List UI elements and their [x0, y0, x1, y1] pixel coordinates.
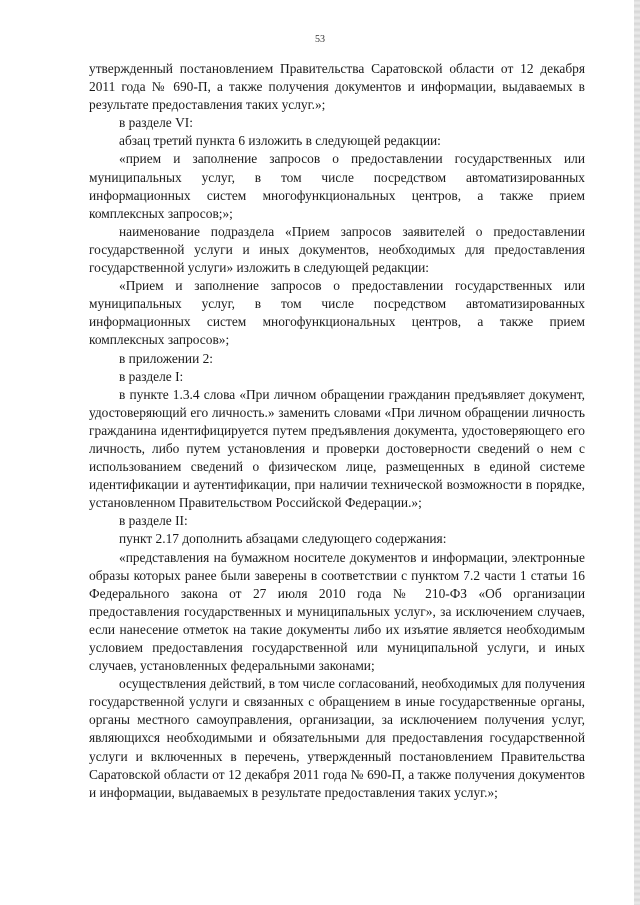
paragraph: в разделе VI: — [119, 115, 193, 131]
paragraph: утвержденный постановлением Правительства Саратовской области от 12 декабря 2011 года № 690-П, а также получения документов и информации, выдаваемых в результате предоставления таких услуг.»; — [89, 61, 585, 113]
document-body — [89, 60, 585, 802]
paragraph: в пункте 1.3.4 слова «При личном обращении гражданин предъявляет документ, удостоверяющий его личность.» заменить словами «При личном обращении личность гражданина идентифицируется путем предъявления документа, удостоверяющего его личность, либо путем установления и проверки достоверности сведений о нем с использованием сведений о физическом лице, размещенных в единой системе идентификации и аутентификации, при наличии технической возможности в порядке, установленном Правительством Российской Федерации.»; — [89, 386, 585, 511]
paragraph: в приложении 2: — [119, 350, 214, 366]
paragraph: в разделе II: — [119, 513, 188, 529]
paragraph: абзац третий пункта 6 изложить в следующей редакции: — [119, 133, 441, 149]
paragraph: в разделе I: — [119, 368, 184, 384]
page-number: 53 — [315, 34, 325, 45]
paragraph: наименование подраздела «Прием запросов заявителей о предоставлении государственной услуги и иных документов, необходимых для предоставления государственной услуги» изложить в следующей редакции: — [89, 223, 585, 276]
paragraph: «прием и заполнение запросов о предоставлении государственных или муниципальных услуг, в том числе посредством автоматизированных информационных систем многофункциональных центров, а также прием комплексных запросов;»; — [89, 151, 585, 221]
paragraph: «представления на бумажном носителе документов и информации, электронные образы которых ранее были заверены в соответствии с пунктом 7.2 части 1 статьи 16 Федерального закона от 27 июля 2010 года № 210-ФЗ «Об организации предоставления государственных и муниципальных услуг», за исключением случаев, если нанесение отметок на такие документы либо их изъятие является необходимым условием предоставления государственной или муниципальной услуги, и иных случаев, установленных федеральными законами; — [89, 549, 585, 674]
paragraph: пункт 2.17 дополнить абзацами следующего содержания: — [119, 531, 447, 547]
paragraph: «Прием и заполнение запросов о предоставлении государственных или муниципальных услуг, в том числе посредством автоматизированных информационных систем многофункциональных центров, а также прием комплексных запросов»; — [89, 278, 585, 348]
paragraph: осуществления действий, в том числе согласований, необходимых для получения государственной услуги и связанных с обращением в иные государственные органы, органы местного самоуправления, организации, за исключением получения услуг, являющихся необходимыми и обязательными для предоставления государственной услуги и включенных в перечень, утвержденный постановлением Правительства Саратовской области от 12 декабря 2011 года № 690-П, а также получения документов и информации, выдаваемых в результате предоставления таких услуг.»; — [89, 676, 585, 800]
page-edge-decoration — [634, 0, 640, 905]
